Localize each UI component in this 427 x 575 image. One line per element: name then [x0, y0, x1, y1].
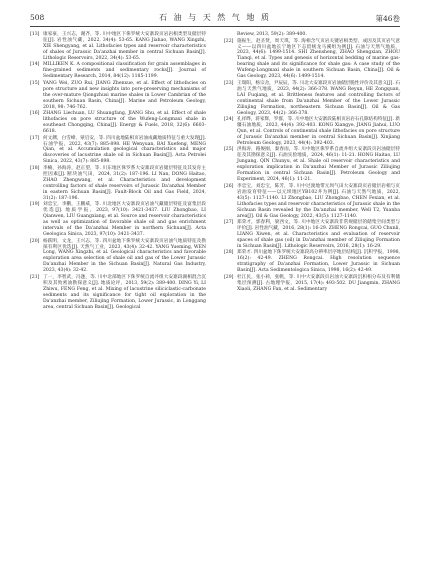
reference-number: [21] — [30, 274, 40, 280]
running-header — [30, 11, 400, 25]
reference-text: 施振生，赵圣贤，周天琪，等. 海相含气页岩关键岩相类型、成因及其页岩气意义——以四川盆地长宁地区下志留统龙马溪组为例[J]. 石油与天然气地质，2023, 44(6): 1499-1514. SHI Zhensheng, ZHAO Shengxian, ZHOU Tianqi, et al. Types and genesis of horizontal bedding of marine gas-bearing shale and its significance for shale gas: A case study of the Wufeng-Longmaxi shale in southern Sichuan Basin, China[J]. Oil & Gas Geology, 2023, 44(6): 1499-1514. — [237, 38, 400, 80]
reference-text: 郑荣才. 四川盆地下侏罗统大安寨段高分辨率层序地层结构[J]. 沉积学报，1998, 16(2): 42-49. ZHENG Rongcai. High resolution sequence stratigraphy of Da'anzhai Formation, Lower Jurassic in Sichuan Basin[J]. Acta Sedimentologica Sinica, 1998, 16(2): 42-49. — [237, 250, 400, 274]
reference-text: 杜江民，张小莉，张帆，等. 川中大安寨段页岩油大安寨段沉积相分布及有利储集层预测[J]. 古地理学报，2015, 17(4): 493-502. DU Jiangmin, ZHANG Xiaoli, ZHANG Fan, et al. Sedimentary — [237, 274, 400, 292]
reference-number: [16] — [30, 111, 40, 117]
reference-entry — [224, 32, 400, 38]
references-left-column — [30, 32, 206, 311]
reference-entry — [30, 136, 206, 166]
reference-text: 李忠宝，刘忠宝，陈芳，等. 川中过渡地带元坝气田大安寨段页岩储层岩相与页岩油发育特征——以元坝地区YB102井为例[J]. 石油与天然气地质，2022, 43(5): 1127-1140. LI Zhongbao, LIU Zhongbao, CHEN Fexian, et al. Lithofacies types and reservoir characteristics of Jurassic shale in the Sichuan Basin revealed by the Da'anzhai member, Well T2, Yuanba area[J]. Oil & Gas Geology, 2022, 43(5): 1127-1140. — [237, 183, 400, 219]
volume-number: 第46卷 — [375, 14, 400, 23]
reference-text: ZHANG Liechuan, LU Shuangfang, JIANG Shu, et al. Effect of shale lithofacies on pore structure of the Wufeng-Longmaxi shale in southeast Chongqing, China[J]. Energy & Fuels, 2018, 32(6): 6603-6618. — [43, 111, 206, 135]
reference-number: [24] — [224, 117, 234, 123]
reference-entry — [30, 81, 206, 111]
reference-number: [20] — [30, 238, 40, 244]
reference-entry — [224, 184, 400, 220]
reference-number: [29] — [224, 274, 234, 280]
reference-text: MILLIKEN K. A compositional classification for grain assemblages in fine-grained sediments and sedimentary rocks[J]. Journal of Sedimentary Research, 2014, 84(12): 1185-1199. — [43, 62, 206, 80]
reference-entry — [224, 250, 400, 274]
reference-number: [17] — [30, 135, 40, 141]
reference-entry — [224, 220, 400, 250]
reference-text: 丁一，李智武，冯逢，等. 川中北部地区下侏罗统自流井组大安寨段湖相混合沉积及其致密油勘探意义[J]. 地质论评，2013, 59(2): 389-400. DING Yi, LI Zhiwu, FENG Feng, et al. Mixing of lacustrine siliciclastic-carbonate sediments and its significance for tight oil exploration in the Da'anzhai member, Ziliujing Formation, Lower Jurassic, in Longgang area, central Sichuan Basin[J]. Geological — [43, 274, 206, 310]
reference-entry — [224, 117, 400, 147]
reference-entry — [224, 275, 400, 293]
reference-number: [25] — [224, 147, 234, 153]
reference-number: [13] — [30, 32, 40, 37]
reference-text: 刘忠宝，李鹏，王鹏威，等. 川北地区大安寨段页岩油气藏储层特征及富集层段优选[J]. 地质学报，2023, 97(10): 3421-3437. LIU Zhongbao, LI Qianwen, LIU Guangxiang, et al. Source and reservoir characteristics as well as optimization of favorable shale oil and gas enrichment intervals of the Da'anzhai Member in northern Sichuan[J]. Acta Geologica Sinica, 2023, 97(10): 3421-3437. — [43, 202, 206, 238]
reference-entry — [224, 147, 400, 183]
reference-entry — [224, 39, 400, 81]
reference-text: 郑荣才，郭春利，梁西文，等. 川中地区大安寨段非常规储层的储集空间类型与评价[J]. 岩性油气藏，2016, 28(1): 16-29. ZHENG Rongcai, GUO Chunli, LIANG Xiwen, et al. Characteristics and evaluation of reservoir spaces of shale gas (oil) in Da'anzhai member of Ziliujing Formation in Sichuan Basin[J]. Lithologic Reservoirs, 2016, 28(1): 16-29. — [237, 220, 400, 249]
reference-text: 杨跃明，文龙，王兴志，等. 四川盆地下侏罗统大安寨段页岩油气地质特征及勘探有利区优选[J]. 天然气工业，2023, 43(4): 32-42. YANG Yueming, WEN Long, WANG Xingzhi, et al. Geological characteristics and favorable exploration area selection of shale oil and gas of the Lower Jurassic Da'anzhai Member in the Sichuan Basin[J]. Natural Gas Industry, 2023, 43(4): 32-42. — [43, 238, 206, 274]
reference-entry — [30, 166, 206, 202]
reference-entry — [30, 32, 206, 62]
reference-entry — [224, 81, 400, 117]
reference-entry — [30, 62, 206, 80]
reference-text: 王瑞阳，杨宗舍，尹辰辰，等. 川北大安寨段页岩油储层脆性评价及其意义[J]. 石油与天然气地质，2023, 44(2): 366-378. WANG Reyun, HE Zongquan, LAI Fuqiang, et al. Brittleness features and controlling factors of continental shale from Da'anzhai Member of the Lower Jurassic Ziliujing Formation, northeastern Sichuan Basin[J]. Oil & Gas Geology, 2023, 44(2): 366-378. — [237, 80, 400, 116]
references-right-column — [224, 32, 400, 293]
reference-number: [26] — [224, 183, 234, 189]
journal-title: 石 油 与 天 然 气 地 质 — [159, 13, 271, 22]
reference-number: [19] — [30, 202, 40, 208]
reference-text: 李楠，孙海涛，赵正望，等. 川东地区侏罗系大安寨段页岩储层特征及其发育主控因素[J]. 断块油气田，2024, 31(2): 187-196. LI Nan, DONG Haitao, ZHAO Zhengwang, et al. Characteristics and development controlling factors of shale reservoirs of Jurassic Da'anzhai Member in eastern Sichuan Basin[J]. Fault-Block Oil and Gas Field, 2024, 31(2): 187-196. — [43, 165, 206, 201]
reference-text: 孔祥晔，蒋家辉，罗群，等. 川中地区大安寨段陆相页岩岩石孔隙结构特征[J]. 新疆石油地质，2023, 44(4): 392-403. KONG Xiangye, JIANG Jiahui, LUO Qun, et al. Controls of continental shale lithofacies on pore structure of Jurassic Da'anzhai member in central Sichuan Basin[J]. Xinjiang Petroleum Geology, 2023, 44(4): 392-403. — [237, 117, 400, 146]
reference-number: [23] — [224, 80, 234, 86]
page-number: 508 — [30, 13, 45, 22]
reference-text: 康家豪，王兴志，谢齐，等. 川中地区下侏罗统大安寨段页岩岩相类型及储层特征[J]. 岩性油气藏，2022, 34(4): 53-65. KANG Jiahao, WANG Xingzhi, XIE Shengyang, et al. Lithofacies types and reservoir characteristics of shales of Jurassic Da'anzhai member in central Sichuan Basin[J]. Lithologic Reservoirs, 2022, 34(4): 53-65. — [43, 32, 206, 61]
reference-number: [18] — [30, 165, 40, 171]
reference-text: Review, 2013, 59(2): 389-400. — [237, 32, 307, 37]
reference-entry — [30, 111, 206, 135]
reference-number: [22] — [224, 38, 234, 44]
reference-number: [28] — [224, 250, 234, 256]
reference-number: [14] — [30, 62, 40, 68]
reference-entry — [30, 202, 206, 238]
reference-text: 洪海涛，路俊刚，秦春雨，等. 川中地区侏罗系自流井组大安寨段页岩油储层特征及其勘探意义[J]. 石油实验地质，2024, 46(1): 11-21. HONG Haitao, LU Jungang, QIN Chunyu, et al. Shale oil reservoir characteristics and exploration implication in Da'anzhai Member of Jurassic Ziliujing Formation in central Sichuan Basin[J]. Petroleum Geology and Experiment, 2024, 46(1): 11-21. — [237, 147, 400, 183]
reference-number: [27] — [224, 220, 234, 226]
reference-text: YANG Wei, ZUO Rui, JIANG Zhenxue, et al. Effect of lithofacies on pore structure and new insights into pore-preserving mechanisms of the over-mature Qiongzhusi marine shales in Lower Cambrian of the southern Sichuan Basin, China[J]. Marine and Petroleum Geology, 2018, 98: 746-762. — [43, 80, 206, 110]
reference-text: 何文渊，白雪峰，蒙启安，等. 四川盆地陆相页岩油成藏地质特征与重大发现[J]. 石油学报，2022, 43(7): 885-898. HE Wenyuan, BAI Xuefeng, MENG Qian, et al. Accumulation geological characteristics and major discoveries of lacustrine shale oil in Sichuan Basin[J]. Acta Petrolei Sinica, 2022, 43(7): 885-898. — [43, 135, 206, 165]
header-rule — [30, 26, 400, 27]
reference-number: [15] — [30, 80, 40, 86]
reference-entry — [30, 239, 206, 275]
reference-entry — [30, 275, 206, 311]
